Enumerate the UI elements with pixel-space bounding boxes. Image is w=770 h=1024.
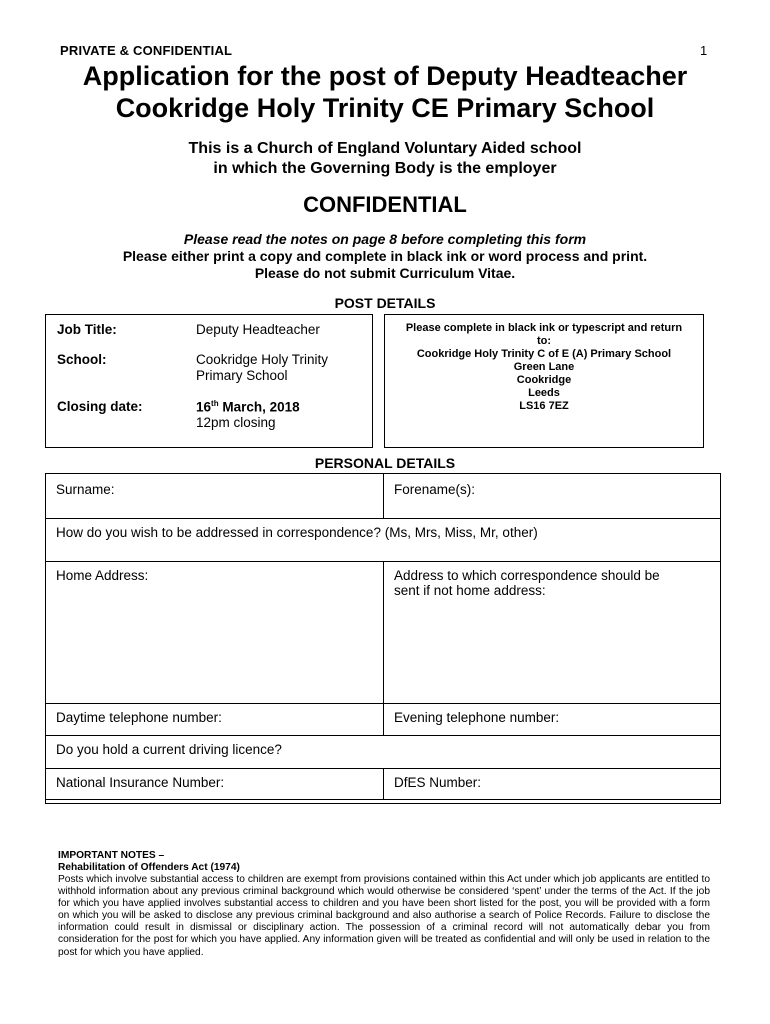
forename-field[interactable]: Forename(s): [394,482,476,497]
driving-licence-field[interactable]: Do you hold a current driving licence? [56,742,282,757]
column-divider [383,474,384,518]
daytime-telephone-field[interactable]: Daytime telephone number: [56,710,222,725]
evening-telephone-field[interactable]: Evening telephone number: [394,710,560,725]
job-title-value: Deputy Headteacher [196,322,320,337]
personal-details-table [45,473,721,804]
correspondence-address-line1: Address to which correspondence should be [394,568,660,583]
return-city: Leeds [528,387,560,399]
subtitle-line2: in which the Governing Body is the employer [213,160,557,177]
return-street: Green Lane [513,361,575,373]
confidential-heading: CONFIDENTIAL [303,192,467,217]
confidentiality-header: PRIVATE & CONFIDENTIAL [60,43,233,58]
important-notes-body: Posts which involve substantial access to children are exempt from provisions contained within this Act under which job applicants are entitled to withhold information about any previous criminal background which would otherwise be considered ‘spent’ under the terms of the Act. If the job for which you have applied involves substantial access to children and you have been short listed for the post, you will be provided with a form on which you will be asked to disclose any previous criminal background and also authorise a search of Police Records. Failure to disclose the information could result in dismissal or disciplinary action. The possession of a criminal record will not automatically debar you from consideration for the post for which you have applied. Any information given will be treated as confidential and will only be used in relation to the post for which you have applied. [58,874,710,958]
school-label: School: [57,352,107,367]
closing-date-value [196,399,300,415]
school-value-line1: Cookridge Holy Trinity [196,352,329,367]
post-details-box [45,314,373,448]
return-address-box [384,314,704,448]
important-notes-subheading: Rehabilitation of Offenders Act (1974) [58,862,240,873]
closing-time: 12pm closing [196,415,276,430]
row-divider [46,735,720,736]
instruction-line2: Please either print a copy and complete in black ink or word process and print. [122,248,648,264]
subtitle-line1: This is a Church of England Voluntary Aided school [188,140,582,157]
closing-date-label: Closing date: [57,399,143,414]
job-title-label: Job Title: [57,322,117,337]
column-divider [383,561,384,735]
row-divider [46,518,720,519]
home-address-field[interactable]: Home Address: [56,568,149,583]
return-area: Cookridge [516,374,572,386]
correspondence-address-line2: sent if not home address: [394,583,546,598]
row-divider [46,799,720,800]
ni-number-field[interactable]: National Insurance Number: [56,775,225,790]
dfes-number-field[interactable]: DfES Number: [394,775,482,790]
post-details-heading: POST DETAILS [334,295,436,311]
return-postcode: LS16 7EZ [519,400,569,412]
page-number: 1 [700,43,708,58]
return-address-text [385,322,703,413]
return-to: to: [536,335,552,347]
page-title-line1: Application for the post of Deputy Headteacher [82,61,688,91]
closing-month-year: March, 2018 [218,399,300,415]
addressed-as-field[interactable]: How do you wish to be addressed in correspondence? (Ms, Mrs, Miss, Mr, other) [56,525,538,540]
instruction-line3: Please do not submit Curriculum Vitae. [254,265,516,281]
personal-details-heading: PERSONAL DETAILS [314,455,456,471]
return-instruction: Please complete in black ink or typescript and return [405,322,683,334]
return-school: Cookridge Holy Trinity C of E (A) Primary School [416,348,672,360]
page-title-line2: Cookridge Holy Trinity CE Primary School [115,93,655,123]
closing-day: 16 [196,399,212,415]
column-divider [383,768,384,799]
school-value-line2: Primary School [196,368,288,383]
instruction-line1: Please read the notes on page 8 before completing this form [183,231,587,247]
surname-field[interactable]: Surname: [56,482,115,497]
closing-day-suffix: th [211,399,219,408]
important-notes-heading: IMPORTANT NOTES – [58,850,165,861]
correspondence-address-field[interactable] [394,568,660,598]
